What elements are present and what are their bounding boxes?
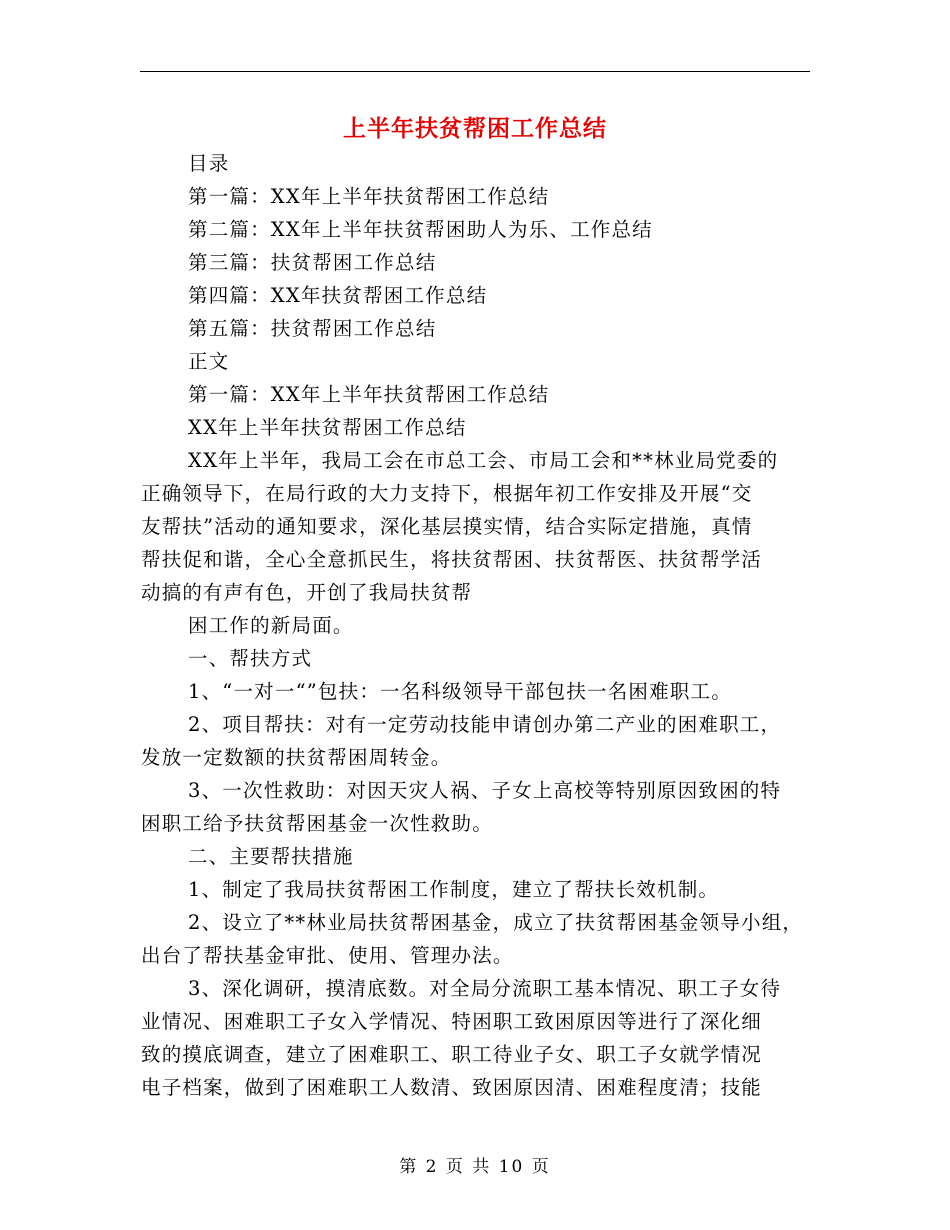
- paragraph-line: 发放一定数额的扶贫帮困周转金。: [141, 746, 452, 769]
- paragraph-line: 动搞的有声有色，开创了我局扶贫帮: [141, 581, 473, 604]
- body-heading: 正文: [188, 350, 230, 373]
- section-heading: 二、主要帮扶措施: [188, 845, 354, 868]
- toc-item: 第二篇：XX年上半年扶贫帮困助人为乐、工作总结: [188, 218, 653, 241]
- article-title: XX年上半年扶贫帮困工作总结: [188, 416, 467, 439]
- toc-item: 第四篇：XX年扶贫帮困工作总结: [188, 284, 488, 307]
- paragraph-line: 电子档案，做到了困难职工人数清、致困原因清、困难程度清；技能: [141, 1076, 763, 1099]
- section-heading: 一、帮扶方式: [188, 647, 313, 670]
- paragraph-line: XX年上半年，我局工会在市总工会、市局工会和**林业局党委的: [188, 449, 779, 472]
- paragraph-line: 出台了帮扶基金审批、使用、管理办法。: [141, 944, 514, 967]
- paragraph-line: 困职工给予扶贫帮困基金一次性救助。: [141, 812, 493, 835]
- toc-item: 第一篇：XX年上半年扶贫帮困工作总结: [188, 185, 550, 208]
- section-title: 第一篇：XX年上半年扶贫帮困工作总结: [188, 383, 550, 406]
- paragraph-line: 友帮扶”活动的通知要求，深化基层摸实情，结合实际定措施，真情: [141, 515, 753, 538]
- paragraph-line: 正确领导下，在局行政的大力支持下，根据年初工作安排及开展“交: [141, 482, 753, 505]
- document-title: 上半年扶贫帮困工作总结: [343, 116, 607, 142]
- toc-heading: 目录: [188, 152, 230, 175]
- paragraph-line: 1、制定了我局扶贫帮困工作制度，建立了帮扶长效机制。: [188, 878, 720, 901]
- toc-item: 第五篇：扶贫帮困工作总结: [188, 317, 437, 340]
- paragraph-line: 2、设立了**林业局扶贫帮困基金，成立了扶贫帮困基金领导小组，: [188, 911, 804, 934]
- paragraph-line: 1、“一对一“”包扶：一名科级领导干部包扶一名困难职工。: [188, 680, 732, 703]
- paragraph-line: 3、深化调研，摸清底数。对全局分流职工基本情况、职工子女待: [188, 977, 782, 1000]
- paragraph-line: 业情况、困难职工子女入学情况、特困职工致困原因等进行了深化细: [141, 1010, 763, 1033]
- paragraph-line: 困工作的新局面。: [188, 614, 354, 637]
- page-number: 第 2 页 共 10 页: [399, 1157, 551, 1177]
- paragraph-line: 3、一次性救助：对因天灾人祸、子女上高校等特别原因致困的特: [188, 779, 782, 802]
- paragraph-line: 2、项目帮扶：对有一定劳动技能申请创办第二产业的困难职工，: [188, 713, 782, 736]
- toc-item: 第三篇：扶贫帮困工作总结: [188, 251, 437, 274]
- paragraph-line: 致的摸底调查，建立了困难职工、职工待业子女、职工子女就学情况: [141, 1043, 763, 1066]
- header-rule: [140, 71, 810, 72]
- paragraph-line: 帮扶促和谐，全心全意抓民生，将扶贫帮困、扶贫帮医、扶贫帮学活: [141, 548, 763, 571]
